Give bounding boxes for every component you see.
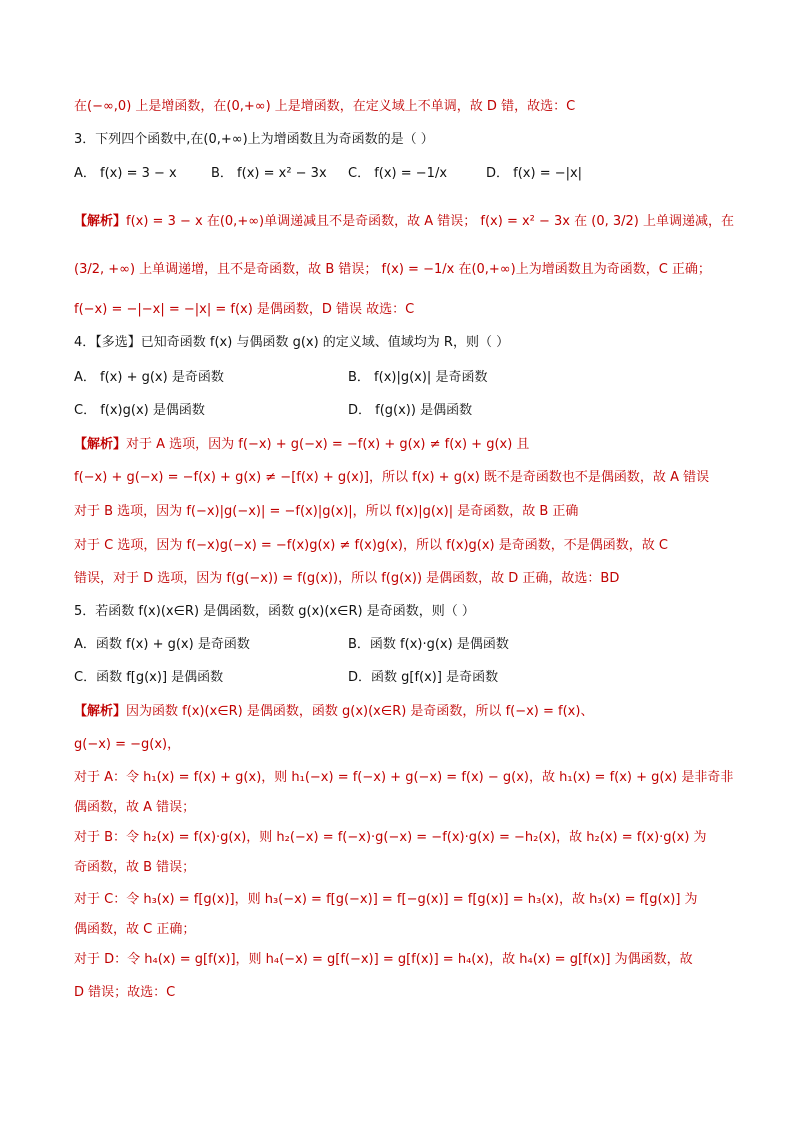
q5-option-b: B．函数 f(x)·g(x) 是偶函数	[348, 637, 509, 652]
q3-option-b: B． f(x) = x² − 3x	[211, 166, 327, 181]
q5-analysis-line-8: 偶函数，故 C 正确；	[74, 922, 196, 937]
q3-analysis-line-3: f(−x) = −|−x| = −|x| = f(x) 是偶函数，D 错误 故选：C	[74, 302, 415, 317]
q3-option-a: A． f(x) = 3 − x	[74, 166, 177, 181]
q5-analysis-line-4: 偶函数，故 A 错误；	[74, 800, 196, 815]
q5-analysis-line-1: 【解析】因为函数 f(x)(x∈R) 是偶函数，函数 g(x)(x∈R) 是奇函数，所以 f(−x) = f(x)、	[74, 704, 594, 719]
q5-analysis-line-3: 对于 A：令 h₁(x) = f(x) + g(x)，则 h₁(−x) = f(−x) + g(−x) = f(x) − g(x)，故 h₁(x) = f(x) + g(x) 是非奇非	[74, 770, 734, 785]
q4-option-c: C． f(x)g(x) 是偶函数	[74, 403, 205, 418]
q5-analysis-line-5: 对于 B：令 h₂(x) = f(x)·g(x)，则 h₂(−x) = f(−x)·g(−x) = −f(x)·g(x) = −h₂(x)，故 h₂(x) = f(x)·g(x) 为	[74, 830, 707, 845]
answer-line-prev: 在(−∞,0) 上是增函数，在(0,+∞) 上是增函数，在定义域上不单调，故 D 错，故选：C	[74, 99, 576, 114]
q4-option-d: D． f(g(x)) 是偶函数	[348, 403, 473, 418]
q3-option-c: C． f(x) = −1/x	[348, 166, 448, 181]
q4-analysis-line-5: 错误，对于 D 选项，因为 f(g(−x)) = f(g(x))，所以 f(g(x)) 是偶函数，故 D 正确，故选：BD	[74, 571, 620, 586]
question-3: 3．下列四个函数中,在(0,+∞)上为增函数且为奇函数的是（ ）	[74, 132, 434, 147]
q3-option-d: D． f(x) = −|x|	[486, 166, 583, 181]
q3-analysis-line-2: (3/2, +∞) 上单调递增，且不是奇函数，故 B 错误； f(x) = −1/x 在(0,+∞)上为增函数且为奇函数，C 正确；	[74, 262, 711, 277]
q5-option-d: D．函数 g[f(x)] 是奇函数	[348, 670, 499, 685]
q4-analysis-line-2: f(−x) + g(−x) = −f(x) + g(x) ≠ −[f(x) + g(x)]，所以 f(x) + g(x) 既不是奇函数也不是偶函数，故 A 错误	[74, 470, 710, 485]
question-4: 4．【多选】已知奇函数 f(x) 与偶函数 g(x) 的定义域、值域均为 R，则（ ）	[74, 335, 510, 350]
q5-analysis-line-9: 对于 D：令 h₄(x) = g[f(x)]，则 h₄(−x) = g[f(−x)] = g[f(x)] = h₄(x)，故 h₄(x) = g[f(x)] 为偶函数，故	[74, 952, 693, 967]
q4-analysis-line-3: 对于 B 选项，因为 f(−x)|g(−x)| = −f(x)|g(x)|，所以 f(x)|g(x)| 是奇函数，故 B 正确	[74, 504, 579, 519]
q5-option-a: A．函数 f(x) + g(x) 是奇函数	[74, 637, 250, 652]
q5-analysis-line-10: D 错误；故选：C	[74, 985, 176, 1000]
q5-analysis-line-7: 对于 C：令 h₃(x) = f[g(x)]，则 h₃(−x) = f[g(−x)] = f[−g(x)] = f[g(x)] = h₃(x)，故 h₃(x) = f[g(x)] 为	[74, 892, 698, 907]
q4-option-b: B． f(x)|g(x)| 是奇函数	[348, 370, 488, 385]
q5-option-c: C．函数 f[g(x)] 是偶函数	[74, 670, 224, 685]
q5-analysis-line-6: 奇函数，故 B 错误；	[74, 860, 196, 875]
question-5: 5．若函数 f(x)(x∈R) 是偶函数，函数 g(x)(x∈R) 是奇函数，则（ ）	[74, 604, 475, 619]
q4-option-a: A． f(x) + g(x) 是奇函数	[74, 370, 224, 385]
q4-analysis-line-1: 【解析】对于 A 选项，因为 f(−x) + g(−x) = −f(x) + g(x) ≠ f(x) + g(x) 且	[74, 437, 530, 452]
q3-analysis-line-1: 【解析】f(x) = 3 − x 在(0,+∞)单调递减且不是奇函数，故 A 错误； f(x) = x² − 3x 在 (0, 3/2) 上单调递减，在	[74, 214, 734, 229]
q5-analysis-line-2: g(−x) = −g(x)，	[74, 737, 181, 752]
q4-analysis-line-4: 对于 C 选项，因为 f(−x)g(−x) = −f(x)g(x) ≠ f(x)g(x)，所以 f(x)g(x) 是奇函数，不是偶函数，故 C	[74, 538, 668, 553]
